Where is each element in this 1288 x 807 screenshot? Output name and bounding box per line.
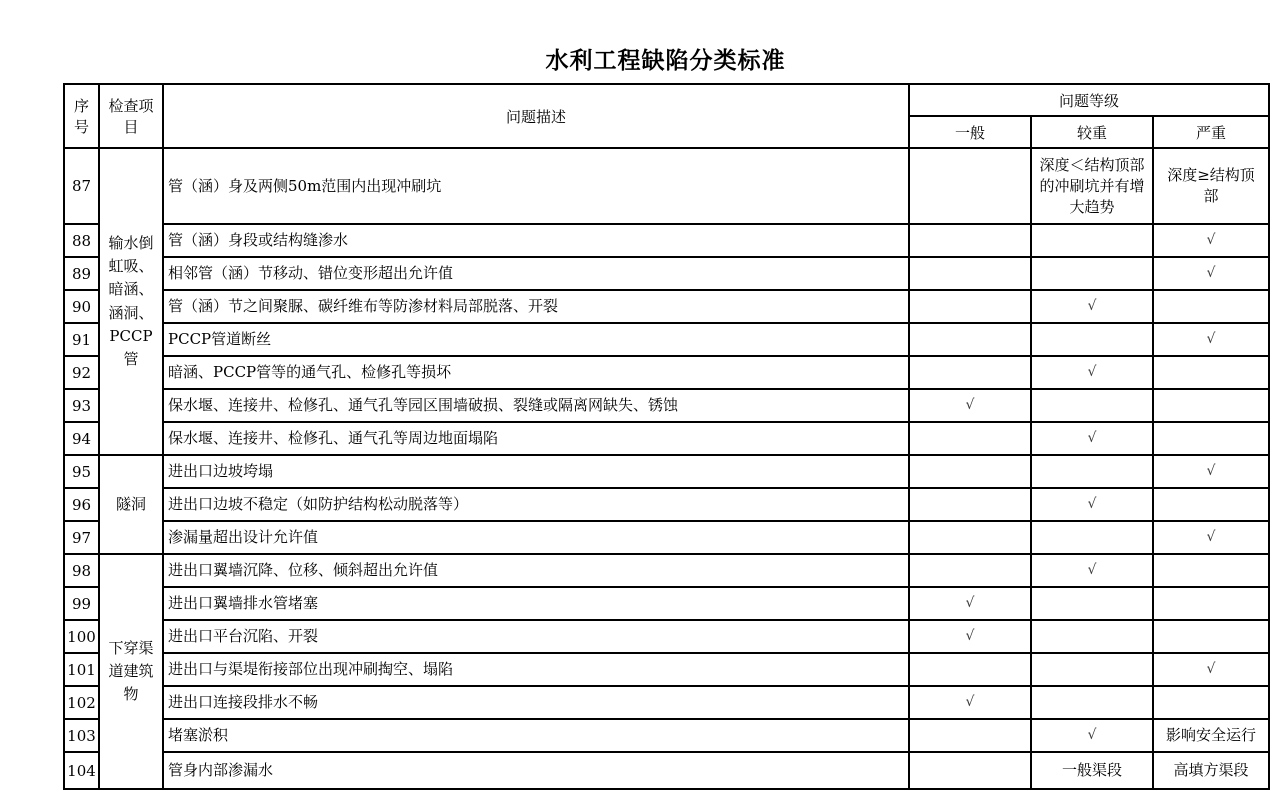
description-cell: 相邻管（涵）节移动、错位变形超出允许值 — [163, 257, 909, 290]
grade-general-cell — [909, 290, 1031, 323]
grade-general-cell — [909, 554, 1031, 587]
description-cell: 进出口边坡垮塌 — [163, 455, 909, 488]
grade-severe-cell: √ — [1153, 455, 1269, 488]
description-cell: PCCP管道断丝 — [163, 323, 909, 356]
grade-severe-cell: 影响安全运行 — [1153, 719, 1269, 752]
header-grade-group: 问题等级 — [909, 84, 1269, 116]
row-index-cell: 102 — [64, 686, 99, 719]
grade-severe-cell — [1153, 620, 1269, 653]
header-grade-moderate: 较重 — [1031, 116, 1153, 148]
grade-severe-cell: √ — [1153, 257, 1269, 290]
grade-general-cell — [909, 455, 1031, 488]
table-row — [64, 356, 1269, 389]
row-index-cell: 97 — [64, 521, 99, 554]
row-index-cell: 95 — [64, 455, 99, 488]
grade-severe-cell: 高填方渠段 — [1153, 752, 1269, 789]
row-index-cell: 101 — [64, 653, 99, 686]
grade-moderate-cell: √ — [1031, 554, 1153, 587]
grade-moderate-cell — [1031, 620, 1153, 653]
row-index-cell: 103 — [64, 719, 99, 752]
grade-general-cell — [909, 752, 1031, 789]
grade-moderate-cell — [1031, 224, 1153, 257]
grade-general-cell — [909, 422, 1031, 455]
grade-general-cell: √ — [909, 620, 1031, 653]
grade-severe-cell: 深度≥结构顶部 — [1153, 148, 1269, 224]
category-group-cell: 输水倒虹吸、暗涵、涵洞、PCCP管 — [99, 148, 163, 455]
row-index-cell: 89 — [64, 257, 99, 290]
description-cell: 进出口翼墙沉降、位移、倾斜超出允许值 — [163, 554, 909, 587]
table-row — [64, 323, 1269, 356]
row-index-cell: 91 — [64, 323, 99, 356]
grade-general-cell — [909, 323, 1031, 356]
table-header — [64, 84, 1269, 148]
description-cell: 进出口与渠堤衔接部位出现冲刷掏空、塌陷 — [163, 653, 909, 686]
grade-general-cell — [909, 488, 1031, 521]
grade-moderate-cell: √ — [1031, 290, 1153, 323]
grade-general-cell — [909, 719, 1031, 752]
grade-severe-cell: √ — [1153, 653, 1269, 686]
grade-general-cell — [909, 521, 1031, 554]
description-cell: 进出口连接段排水不畅 — [163, 686, 909, 719]
grade-general-cell: √ — [909, 389, 1031, 422]
table-row — [64, 521, 1269, 554]
table-body — [64, 148, 1269, 789]
grade-moderate-cell — [1031, 653, 1153, 686]
grade-general-cell — [909, 653, 1031, 686]
table-row — [64, 455, 1269, 488]
grade-severe-cell — [1153, 356, 1269, 389]
description-cell: 进出口平台沉陷、开裂 — [163, 620, 909, 653]
description-cell: 管（涵）身及两侧50m范围内出现冲刷坑 — [163, 148, 909, 224]
table-row — [64, 719, 1269, 752]
grade-general-cell — [909, 148, 1031, 224]
header-category: 检查项目 — [99, 84, 163, 148]
grade-moderate-cell — [1031, 257, 1153, 290]
category-group-cell: 下穿渠道建筑物 — [99, 554, 163, 789]
defect-classification-table — [63, 83, 1270, 790]
row-index-cell: 87 — [64, 148, 99, 224]
description-cell: 管身内部渗漏水 — [163, 752, 909, 789]
description-cell: 进出口翼墙排水管堵塞 — [163, 587, 909, 620]
grade-general-cell — [909, 224, 1031, 257]
grade-severe-cell: √ — [1153, 323, 1269, 356]
header-index: 序号 — [64, 84, 99, 148]
description-cell: 管（涵）节之间聚脲、碳纤维布等防渗材料局部脱落、开裂 — [163, 290, 909, 323]
grade-moderate-cell: √ — [1031, 422, 1153, 455]
grade-moderate-cell: 一般渠段 — [1031, 752, 1153, 789]
row-index-cell: 104 — [64, 752, 99, 789]
grade-severe-cell — [1153, 290, 1269, 323]
header-grade-general: 一般 — [909, 116, 1031, 148]
header-row-1 — [64, 84, 1269, 116]
row-index-cell: 96 — [64, 488, 99, 521]
grade-moderate-cell — [1031, 521, 1153, 554]
table-row — [64, 389, 1269, 422]
description-cell: 保水堰、连接井、检修孔、通气孔等园区围墙破损、裂缝或隔离网缺失、锈蚀 — [163, 389, 909, 422]
grade-severe-cell — [1153, 554, 1269, 587]
row-index-cell: 94 — [64, 422, 99, 455]
grade-moderate-cell: 深度＜结构顶部的冲刷坑并有增大趋势 — [1031, 148, 1153, 224]
row-index-cell: 92 — [64, 356, 99, 389]
grade-general-cell — [909, 257, 1031, 290]
grade-general-cell: √ — [909, 587, 1031, 620]
table-row — [64, 422, 1269, 455]
description-cell: 堵塞淤积 — [163, 719, 909, 752]
table-row — [64, 224, 1269, 257]
grade-severe-cell — [1153, 488, 1269, 521]
category-group-cell: 隧洞 — [99, 455, 163, 554]
description-cell: 暗涵、PCCP管等的通气孔、检修孔等损坏 — [163, 356, 909, 389]
table-row — [64, 587, 1269, 620]
description-cell: 渗漏量超出设计允许值 — [163, 521, 909, 554]
row-index-cell: 90 — [64, 290, 99, 323]
grade-moderate-cell: √ — [1031, 719, 1153, 752]
grade-moderate-cell — [1031, 686, 1153, 719]
row-index-cell: 93 — [64, 389, 99, 422]
grade-moderate-cell — [1031, 587, 1153, 620]
table-row — [64, 257, 1269, 290]
row-index-cell: 100 — [64, 620, 99, 653]
grade-severe-cell — [1153, 587, 1269, 620]
description-cell: 管（涵）身段或结构缝渗水 — [163, 224, 909, 257]
grade-general-cell: √ — [909, 686, 1031, 719]
table-row — [64, 653, 1269, 686]
row-index-cell: 98 — [64, 554, 99, 587]
grade-general-cell — [909, 356, 1031, 389]
table-row — [64, 488, 1269, 521]
row-index-cell: 99 — [64, 587, 99, 620]
grade-severe-cell — [1153, 389, 1269, 422]
description-cell: 保水堰、连接井、检修孔、通气孔等周边地面塌陷 — [163, 422, 909, 455]
table-row — [64, 148, 1269, 224]
grade-severe-cell: √ — [1153, 224, 1269, 257]
grade-moderate-cell: √ — [1031, 488, 1153, 521]
table-row — [64, 554, 1269, 587]
row-index-cell: 88 — [64, 224, 99, 257]
header-grade-severe: 严重 — [1153, 116, 1269, 148]
grade-moderate-cell: √ — [1031, 356, 1153, 389]
grade-moderate-cell — [1031, 389, 1153, 422]
description-cell: 进出口边坡不稳定（如防护结构松动脱落等） — [163, 488, 909, 521]
grade-severe-cell: √ — [1153, 521, 1269, 554]
grade-moderate-cell — [1031, 455, 1153, 488]
header-description: 问题描述 — [163, 84, 909, 148]
grade-severe-cell — [1153, 422, 1269, 455]
table-row — [64, 686, 1269, 719]
grade-severe-cell — [1153, 686, 1269, 719]
grade-moderate-cell — [1031, 323, 1153, 356]
table-row — [64, 290, 1269, 323]
table-row — [64, 620, 1269, 653]
page-title: 水利工程缺陷分类标准 — [545, 47, 786, 73]
table-row — [64, 752, 1269, 789]
